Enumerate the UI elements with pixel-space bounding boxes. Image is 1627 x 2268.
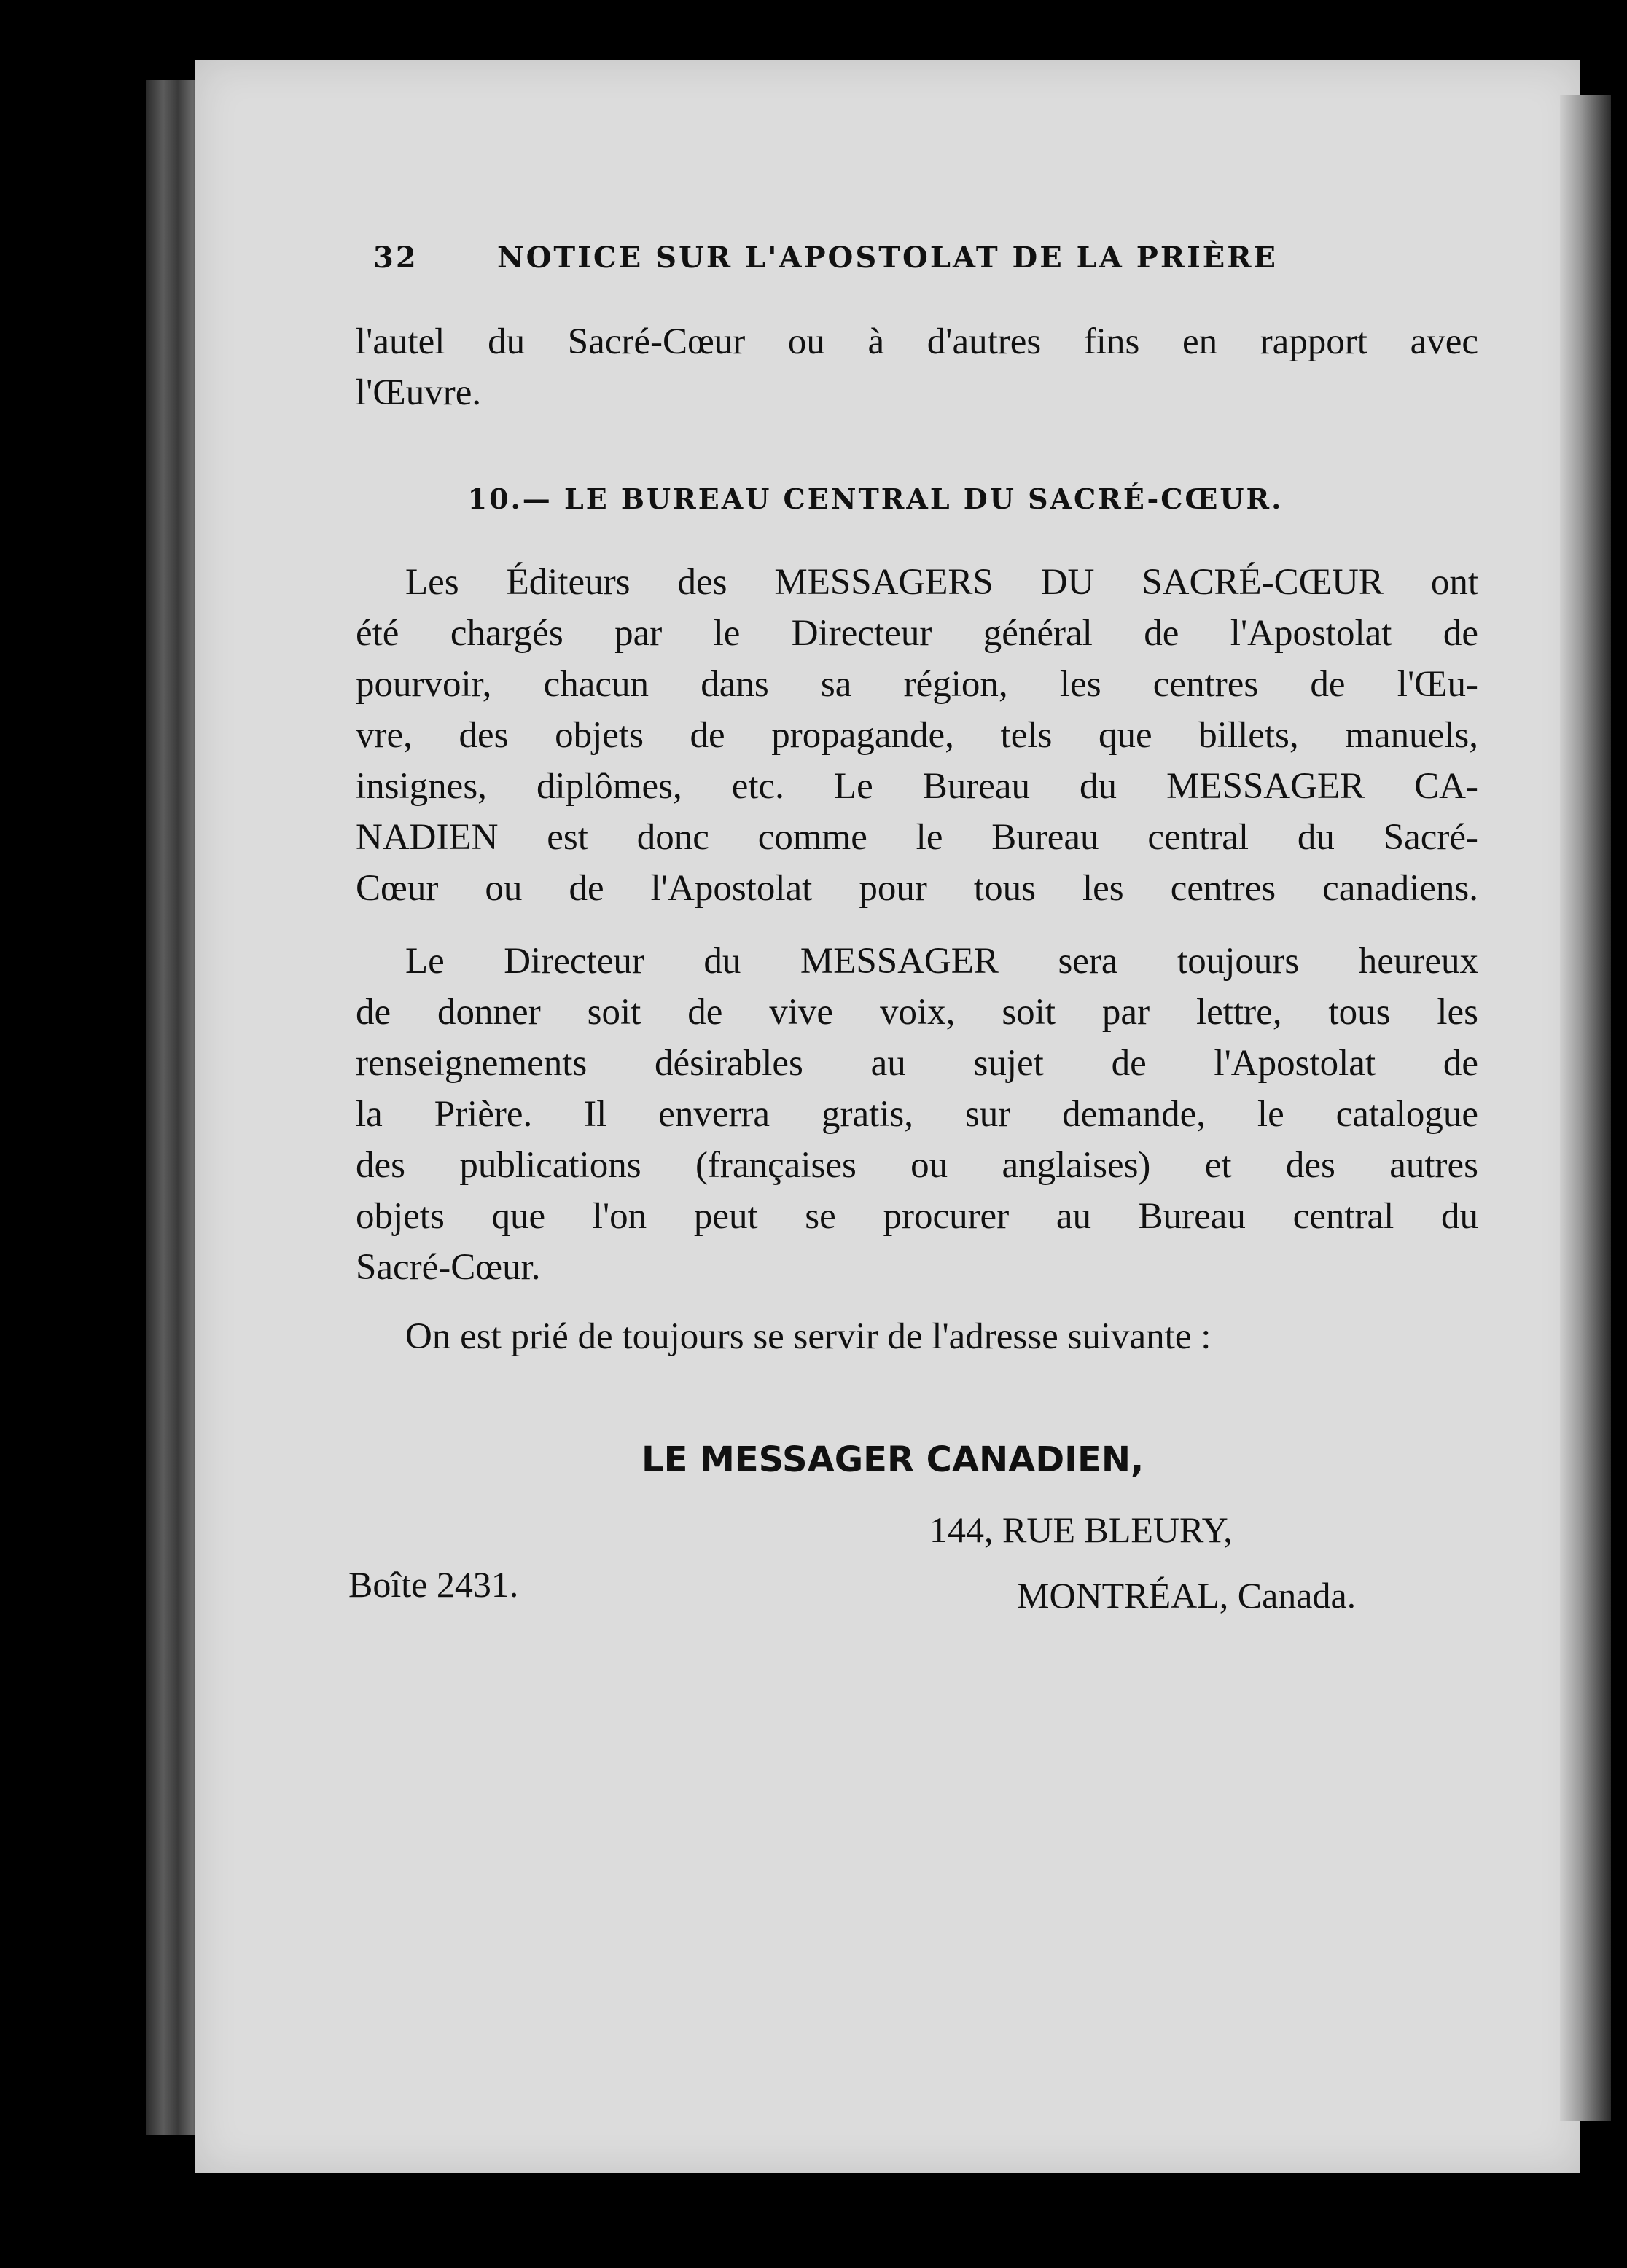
address-name: LE MESSAGER CANADIEN, <box>641 1439 1144 1480</box>
section-title: 10.— LE BUREAU CENTRAL DU SACRÉ-CŒUR. <box>467 482 1284 515</box>
text-line: des publications (françaises ou anglaises) et des autres <box>356 1145 1478 1186</box>
text-line: NADIEN est donc comme le Bureau central du Sacré- <box>356 817 1478 858</box>
address-street: 144, RUE BLEURY, <box>929 1509 1233 1550</box>
text-line: été chargés par le Directeur général de l'Apostolat de <box>356 613 1478 654</box>
text-line: l'autel du Sacré-Cœur ou à d'autres fins en rapport avec <box>356 321 1478 362</box>
text-line: objets que l'on peut se procurer au Bureau central du <box>356 1196 1478 1237</box>
address-box: Boîte 2431. <box>348 1564 519 1605</box>
text-line: l'Œuvre. <box>356 372 482 413</box>
text-line: Sacré-Cœur. <box>356 1247 541 1288</box>
address-city: MONTRÉAL, Canada. <box>1017 1575 1357 1616</box>
text-line: vre, des objets de propagande, tels que billets, manuels, <box>356 715 1478 756</box>
running-header <box>373 241 1343 275</box>
running-title: NOTICE SUR L'APOSTOLAT DE LA PRIÈRE <box>497 241 1278 275</box>
page-number: 32 <box>373 241 418 275</box>
text-line: On est prié de toujours se servir de l'adresse suivante : <box>405 1316 1212 1357</box>
text-line: la Prière. Il enverra gratis, sur demande, le catalogue <box>356 1094 1478 1135</box>
text-line: de donner soit de vive voix, soit par lettre, tous les <box>356 992 1478 1033</box>
text-line: renseignements désirables au sujet de l'Apostolat de <box>356 1043 1478 1084</box>
text-line: Le Directeur du MESSAGER sera toujours heureux <box>405 941 1478 982</box>
page-edge <box>1560 95 1611 2121</box>
text-line: Les Éditeurs des MESSAGERS DU SACRÉ-CŒUR ont <box>405 562 1478 603</box>
text-line: pourvoir, chacun dans sa région, les centres de l'Œu- <box>356 664 1478 705</box>
text-line: insignes, diplômes, etc. Le Bureau du MESSAGER CA- <box>356 766 1478 807</box>
text-line: Cœur ou de l'Apostolat pour tous les centres canadiens. <box>356 868 1478 909</box>
